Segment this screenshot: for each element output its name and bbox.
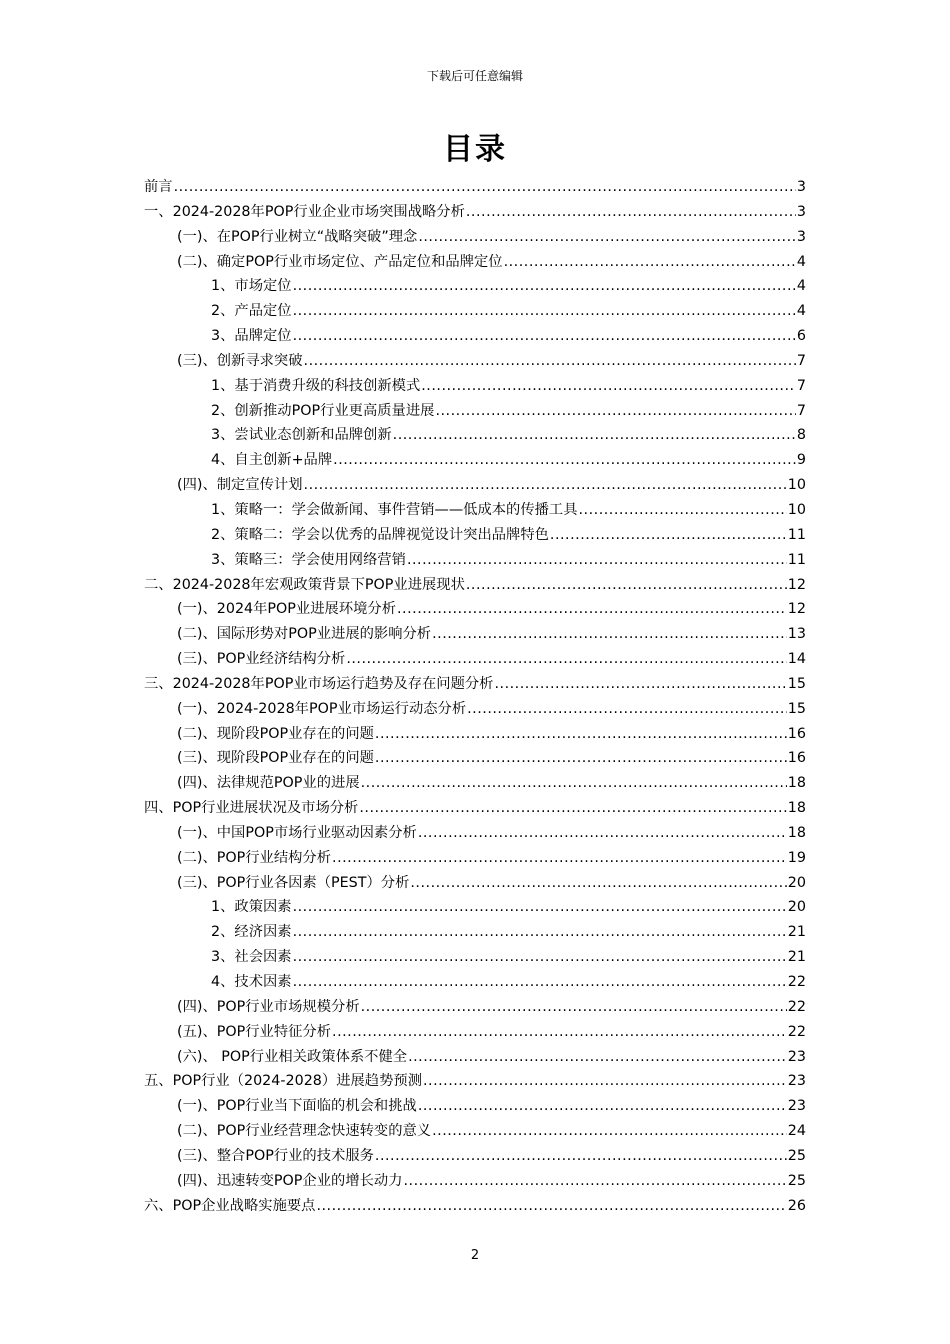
toc-dot-leader [579, 498, 787, 523]
toc-entry[interactable] [144, 821, 806, 846]
toc-entry-page: 10 [787, 501, 806, 518]
toc-entry-page: 18 [787, 800, 806, 817]
toc-dot-leader [467, 697, 787, 722]
toc-entry-page: 3 [796, 203, 806, 220]
toc-dot-leader [466, 573, 787, 598]
toc-entry-label: 3、尝试业态创新和品牌创新 [211, 427, 392, 444]
toc-entry-page: 16 [787, 725, 806, 742]
toc-entry-label: 3、策略三：学会使用网络营销 [211, 551, 406, 568]
toc-entry-label: 五、POP行业（2024-2028）进展趋势预测 [144, 1073, 422, 1090]
toc-dot-leader [333, 448, 796, 473]
toc-entry-label: (三)、现阶段POP业存在的问题 [177, 750, 374, 767]
toc-entry-page: 4 [796, 303, 806, 320]
page-number: 2 [470, 1248, 480, 1263]
toc-dot-leader [332, 846, 787, 871]
toc-entry-label: (二)、POP行业经营理念快速转变的意义 [177, 1123, 432, 1140]
toc-entry-label: (四)、迅速转变POP企业的增长动力 [177, 1172, 403, 1189]
toc-entry-page: 12 [787, 601, 806, 618]
toc-entry[interactable] [144, 647, 806, 672]
toc-entry-label: 3、社会因素 [211, 949, 292, 966]
toc-entry-page: 3 [796, 228, 806, 245]
toc-entry[interactable] [144, 945, 806, 970]
toc-entry-label: 四、POP行业进展状况及市场分析 [144, 800, 359, 817]
toc-dot-leader [332, 1020, 787, 1045]
toc-entry-page: 22 [787, 974, 806, 990]
toc-dot-leader [418, 821, 787, 846]
toc-entry-page: 25 [787, 1172, 806, 1189]
toc-entry-page: 18 [787, 824, 806, 841]
toc-entry[interactable] [144, 423, 806, 448]
toc-entry-page: 23 [787, 1048, 806, 1065]
toc-dot-leader [407, 548, 787, 573]
toc-dot-leader [404, 1169, 787, 1194]
toc-entry-page: 21 [787, 949, 806, 966]
toc-dot-leader [293, 920, 787, 945]
toc-dot-leader [293, 274, 796, 299]
toc-entry[interactable] [144, 970, 806, 995]
page-header-note: 下载后可任意编辑 [426, 69, 523, 83]
toc-entry-label: 1、基于消费升级的科技创新模式 [211, 377, 421, 394]
toc-entry-page: 7 [796, 377, 806, 394]
toc-entry-page: 20 [787, 899, 806, 916]
toc-entry-label: (三)、POP业经济结构分析 [177, 651, 346, 668]
toc-entry-label: 一、2024-2028年POP行业企业市场突围战略分析 [144, 203, 465, 220]
toc-entry-label: 2、经济因素 [211, 924, 292, 941]
toc-dot-leader [304, 473, 787, 498]
toc-entry-label: (二)、POP行业结构分析 [177, 849, 332, 866]
toc-dot-leader [408, 1045, 787, 1070]
toc-entry-label: 2、创新推动POP行业更高质量进展 [211, 402, 435, 419]
toc-entry[interactable] [144, 1020, 806, 1045]
toc-entry[interactable] [144, 597, 806, 622]
toc-dot-leader [293, 324, 796, 349]
toc-entry[interactable] [144, 846, 806, 871]
toc-entry[interactable] [144, 299, 806, 324]
toc-entry-page: 10 [787, 477, 806, 494]
toc-entry[interactable] [144, 473, 806, 498]
toc-entry-page: 21 [787, 924, 806, 941]
toc-entry-page: 18 [787, 775, 806, 792]
toc-entry[interactable] [144, 498, 806, 523]
toc-entry[interactable] [144, 796, 806, 821]
toc-entry-page: 7 [796, 352, 806, 369]
toc-dot-leader [504, 250, 796, 275]
toc-entry-label: (三)、POP行业各因素（PEST）分析 [177, 874, 410, 891]
toc-entry-label: (一)、2024年POP业进展环境分析 [177, 601, 397, 618]
toc-entry-label: 三、2024-2028年POP业市场运行趋势及存在问题分析 [144, 675, 494, 692]
toc-entry-page: 11 [787, 526, 806, 543]
toc-entry-label: (五)、POP行业特征分析 [177, 1023, 332, 1040]
toc-entry-label: (二)、确定POP行业市场定位、产品定位和品牌定位 [177, 253, 503, 270]
toc-dot-leader [304, 349, 796, 374]
toc-entry-label: 3、品牌定位 [211, 328, 292, 345]
toc-entry-label: 2、产品定位 [211, 303, 292, 320]
toc-entry[interactable] [144, 225, 806, 250]
toc-entry[interactable] [144, 274, 806, 299]
toc-entry[interactable] [144, 250, 806, 275]
toc-entry[interactable] [144, 871, 806, 896]
toc-entry-page: 19 [787, 849, 806, 866]
toc-dot-leader [423, 1069, 787, 1094]
toc-entry-page: 8 [796, 427, 806, 444]
toc-dot-leader [410, 871, 786, 896]
toc-dot-leader [375, 1144, 787, 1169]
toc-entry[interactable] [144, 399, 806, 424]
toc-entry-label: 前言 [144, 179, 173, 195]
toc-entry-label: (一)、POP行业当下面临的机会和挑战 [177, 1098, 417, 1115]
toc-entry-page: 11 [787, 551, 806, 568]
toc-dot-leader [418, 1094, 787, 1119]
toc-entry-label: (二)、国际形势对POP业进展的影响分析 [177, 626, 432, 643]
toc-entry-page: 22 [787, 1023, 806, 1040]
toc-entry-label: 2、策略二：学会以优秀的品牌视觉设计突出品牌特色 [211, 526, 549, 543]
toc-entry[interactable] [144, 697, 806, 722]
toc-entry-page: 4 [796, 278, 806, 295]
toc-entry[interactable] [144, 548, 806, 573]
toc-entry-page: 20 [787, 874, 806, 891]
toc-entry-label: 1、政策因素 [211, 899, 292, 916]
toc-entry[interactable] [144, 324, 806, 349]
toc-entry[interactable] [144, 349, 806, 374]
toc-entry-page: 14 [787, 651, 806, 668]
toc-entry-label: 4、技术因素 [211, 974, 292, 990]
toc-entry-page: 26 [787, 1197, 806, 1214]
toc-entry[interactable] [144, 523, 806, 548]
toc-entry[interactable] [144, 622, 806, 647]
toc-dot-leader [293, 945, 787, 970]
toc-dot-leader [421, 374, 796, 399]
toc-entry[interactable] [144, 995, 806, 1020]
toc-dot-leader [494, 672, 786, 697]
toc-entry[interactable] [144, 1119, 806, 1144]
toc-title: 目录 [443, 132, 507, 167]
toc-dot-leader [359, 796, 786, 821]
toc-entry-label: 二、2024-2028年宏观政策背景下POP业进展现状 [144, 576, 465, 593]
toc-dot-leader [316, 1194, 786, 1219]
toc-entry[interactable] [144, 1094, 806, 1119]
toc-entry-page: 7 [796, 402, 806, 419]
toc-entry[interactable] [144, 448, 806, 473]
toc-entry[interactable] [144, 672, 806, 697]
toc-entry[interactable] [144, 1045, 806, 1070]
toc-dot-leader [293, 970, 787, 995]
toc-entry[interactable] [144, 746, 806, 771]
toc-dot-leader [397, 597, 787, 622]
toc-entry-label: (一)、在POP行业树立“战略突破”理念 [177, 228, 418, 245]
toc-entry-page: 16 [787, 750, 806, 767]
toc-entry-page: 9 [796, 452, 806, 469]
toc-entry-page: 6 [796, 328, 806, 345]
table-of-contents [144, 175, 806, 1218]
toc-entry-label: 4、自主创新+品牌 [211, 452, 333, 469]
toc-entry[interactable] [144, 722, 806, 747]
toc-entry[interactable] [144, 895, 806, 920]
toc-entry-page: 24 [787, 1123, 806, 1140]
toc-dot-leader [432, 622, 787, 647]
toc-dot-leader [375, 722, 787, 747]
toc-entry[interactable] [144, 175, 806, 200]
toc-dot-leader [361, 771, 787, 796]
toc-entry-page: 25 [787, 1147, 806, 1164]
toc-entry-label: 六、POP企业战略实施要点 [144, 1197, 316, 1214]
toc-entry-page: 3 [796, 179, 806, 195]
toc-entry-label: (四)、法律规范POP业的进展 [177, 775, 360, 792]
toc-entry-label: (三)、创新寻求突破 [177, 352, 303, 369]
toc-dot-leader [293, 299, 796, 324]
toc-entry-page: 22 [787, 998, 806, 1015]
toc-entry[interactable] [144, 1144, 806, 1169]
toc-dot-leader [346, 647, 786, 672]
toc-entry-label: (四)、POP行业市场规模分析 [177, 998, 360, 1015]
toc-entry-page: 23 [787, 1073, 806, 1090]
toc-entry[interactable] [144, 1069, 806, 1094]
toc-entry[interactable] [144, 1169, 806, 1194]
toc-dot-leader [432, 1119, 787, 1144]
toc-entry[interactable] [144, 920, 806, 945]
toc-entry-label: (六)、 POP行业相关政策体系不健全 [177, 1048, 408, 1065]
toc-dot-leader [466, 200, 796, 225]
toc-entry-label: (二)、现阶段POP业存在的问题 [177, 725, 374, 742]
toc-dot-leader [435, 399, 795, 424]
toc-entry-page: 15 [787, 675, 806, 692]
toc-entry-page: 13 [787, 626, 806, 643]
toc-entry[interactable] [144, 200, 806, 225]
toc-entry[interactable] [144, 1194, 806, 1219]
toc-entry-label: 1、市场定位 [211, 278, 292, 295]
toc-dot-leader [174, 175, 796, 200]
toc-dot-leader [393, 423, 796, 448]
toc-entry[interactable] [144, 573, 806, 598]
toc-dot-leader [418, 225, 796, 250]
toc-dot-leader [293, 895, 787, 920]
toc-entry-page: 15 [787, 700, 806, 717]
toc-entry-page: 4 [796, 253, 806, 270]
toc-entry[interactable] [144, 374, 806, 399]
toc-entry-label: (四)、制定宣传计划 [177, 477, 303, 494]
toc-dot-leader [550, 523, 787, 548]
toc-dot-leader [375, 746, 787, 771]
toc-entry-label: (一)、中国POP市场行业驱动因素分析 [177, 824, 417, 841]
toc-entry-label: (一)、2024-2028年POP业市场运行动态分析 [177, 700, 467, 717]
toc-entry-page: 23 [787, 1098, 806, 1115]
toc-entry-page: 12 [787, 576, 806, 593]
toc-entry-label: (三)、整合POP行业的技术服务 [177, 1147, 374, 1164]
toc-entry[interactable] [144, 771, 806, 796]
toc-entry-label: 1、策略一：学会做新闻、事件营销——低成本的传播工具 [211, 501, 578, 518]
toc-dot-leader [361, 995, 787, 1020]
